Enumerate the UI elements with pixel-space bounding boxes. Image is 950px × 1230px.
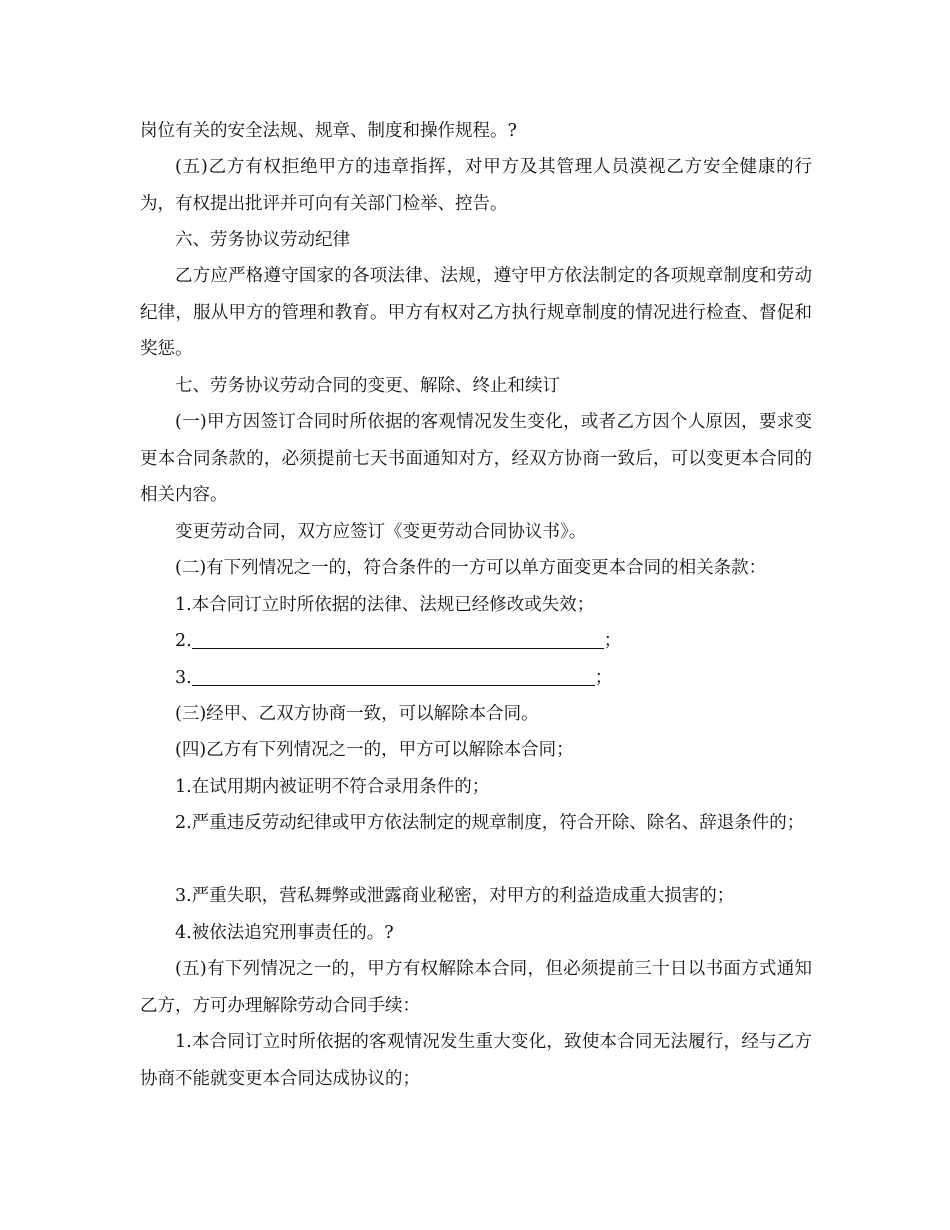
paragraph: 乙方应严格遵守国家的各项法律、法规，遵守甲方依法制定的各项规章制度和劳动纪律，服从甲方的管理和教育。甲方有权对乙方执行规章制度的情况进行检查、督促和奖惩。 bbox=[140, 266, 812, 359]
section-heading: 六、劳务协议劳动纪律 bbox=[175, 230, 350, 250]
list-item: 4.被依法追究刑事责任的。? bbox=[175, 923, 394, 943]
list-item: 2.严重违反劳动纪律或甲方依法制定的规章制度，符合开除、除名、辞退条件的； bbox=[175, 813, 805, 833]
paragraph: 变更劳动合同，双方应签订《变更劳动合同协议书》。 bbox=[175, 522, 587, 542]
list-item-end: ； bbox=[594, 668, 613, 688]
list-item-blank bbox=[140, 660, 812, 697]
section-heading: 七、劳务协议劳动合同的变更、解除、终止和续订 bbox=[175, 376, 560, 396]
paragraph: (二)有下列情况之一的，符合条件的一方可以单方面变更本合同的相关条款： bbox=[175, 558, 767, 578]
paragraph: (五)乙方有权拒绝甲方的违章指挥，对甲方及其管理人员漠视乙方安全健康的行为，有权提出批评并可向有关部门检举、控告。 bbox=[140, 157, 812, 214]
list-item: 1.本合同订立时所依据的客观情况发生重大变化，致使本合同无法履行，经与乙方协商不能就变更本合同达成协议的； bbox=[140, 1032, 812, 1089]
paragraph: (四)乙方有下列情况之一的，甲方可以解除本合同； bbox=[175, 740, 574, 760]
paragraph: 岗位有关的安全法规、规章、制度和操作规程。? bbox=[140, 121, 517, 141]
paragraph: (一)甲方因签订合同时所依据的客观情况发生变化，或者乙方因个人原因，要求变更本合同条款的，必须提前七天书面通知对方，经双方协商一致后，可以变更本合同的相关内容。 bbox=[140, 412, 812, 505]
list-item: 3.严重失职，营私舞弊或泄露商业秘密，对甲方的利益造成重大损害的； bbox=[175, 886, 735, 906]
fill-in-blank-line bbox=[192, 628, 604, 649]
list-item: 1.本合同订立时所依据的法律、法规已经修改或失效； bbox=[175, 595, 595, 615]
paragraph: (三)经甲、乙双方协商一致，可以解除本合同。 bbox=[175, 704, 539, 724]
list-item-end: ； bbox=[603, 631, 622, 651]
list-item: 1.在试用期内被证明不符合录用条件的； bbox=[175, 777, 490, 797]
fill-in-blank-line bbox=[192, 665, 595, 686]
paragraph: (五)有下列情况之一的，甲方有权解除本合同，但必须提前三十日以书面方式通知乙方，方可办理解除劳动合同手续： bbox=[140, 959, 812, 1016]
list-item-number: 2. bbox=[175, 631, 192, 651]
list-item-number: 3. bbox=[175, 668, 192, 688]
list-item-blank bbox=[140, 623, 812, 660]
